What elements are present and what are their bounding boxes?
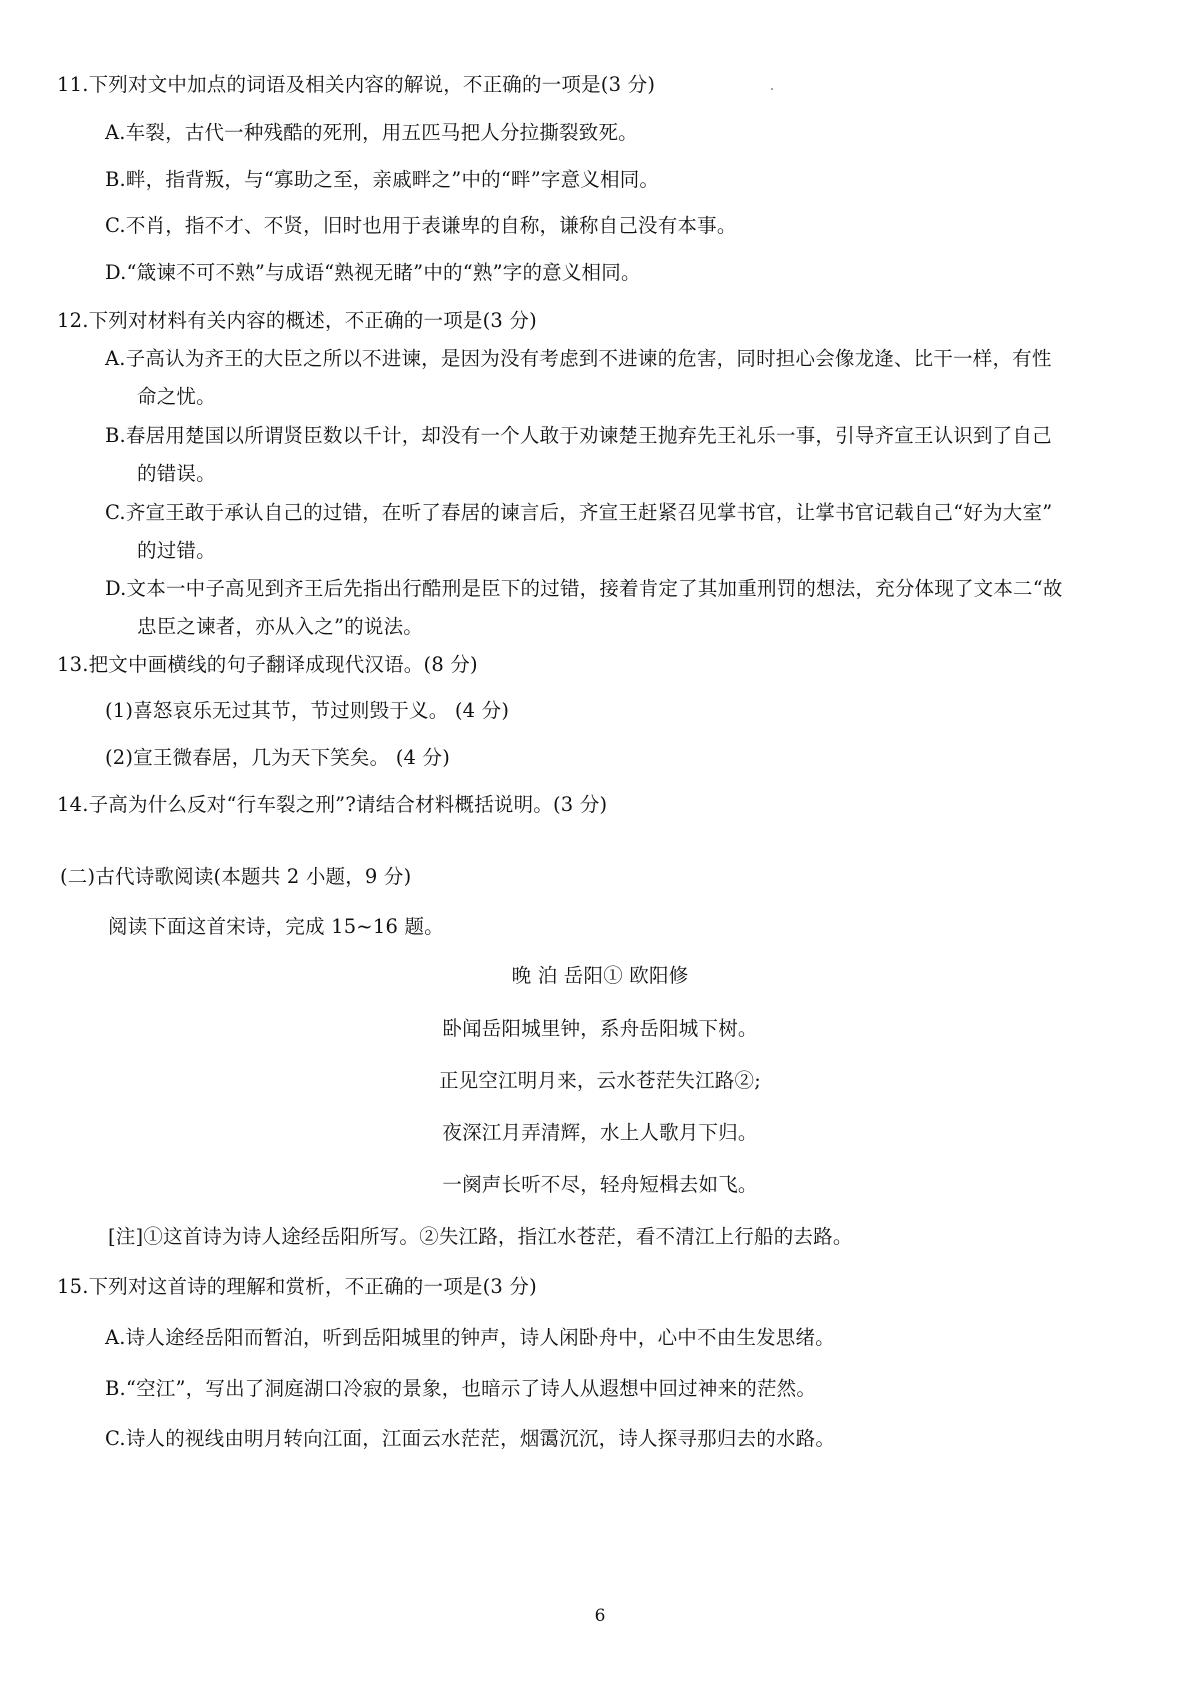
question-12-option-c: C.齐宣王敢于承认自己的过错，在听了春居的谏言后，齐宣王赶紧召见掌书官，让掌书官记载自己“好为大室” [105,501,1053,524]
section-2-intro: 阅读下面这首宋诗，完成 15~16 题。 [108,915,444,938]
question-15-option-a: A.诗人途经岳阳而暂泊，听到岳阳城里的钟声，诗人闲卧舟中，心中不由生发思绪。 [105,1326,835,1349]
question-12-option-a-cont: 命之忧。 [137,385,216,408]
question-13-stem: 13.把文中画横线的句子翻译成现代汉语。(8 分) [57,653,478,676]
poem-title: 晚 泊 岳阳① 欧阳修 [511,964,689,987]
poem-line-4: 一阕声长听不尽，轻舟短楫去如飞。 [442,1173,758,1196]
poem-note: [注]①这首诗为诗人途经岳阳所写。②失江路，指江水苍茫，看不清江上行船的去路。 [108,1225,853,1248]
poem-line-3: 夜深江月弄清辉，水上人歌月下归。 [442,1121,758,1144]
poem-line-2: 正见空江明月来，云水苍茫失江路②; [439,1069,761,1092]
question-11-option-b: B.畔，指背叛，与“寡助之至，亲戚畔之”中的“畔”字意义相同。 [105,168,660,191]
question-12-option-d: D.文本一中子高见到齐王后先指出行酷刑是臣下的过错，接着肯定了其加重刑罚的想法，充分体现了文本二“故 [105,577,1063,600]
question-15-option-b: B.“空江”，写出了洞庭湖口冷寂的景象，也暗示了诗人从遐想中回过神来的茫然。 [105,1377,817,1400]
question-11-stem: 11.下列对文中加点的词语及相关内容的解说，不正确的一项是(3 分) [57,73,656,96]
question-11-option-d: D.“箴谏不可不熟”与成语“熟视无睹”中的“熟”字的意义相同。 [105,261,641,284]
question-15-option-c: C.诗人的视线由明月转向江面，江面云水茫茫，烟霭沉沉，诗人探寻那归去的水路。 [105,1427,836,1450]
poem-line-1: 卧闻岳阳城里钟，系舟岳阳城下树。 [442,1017,758,1040]
question-11-option-a: A.车裂，古代一种残酷的死刑，用五匹马把人分拉撕裂致死。 [105,121,638,144]
question-12-option-b: B.春居用楚国以所谓贤臣数以千计，却没有一个人敢于劝谏楚王抛弃先王礼乐一事，引导齐宣王认识到了自己 [105,424,1052,447]
page-number: 6 [594,1606,606,1626]
question-12-option-a: A.子高认为齐王的大臣之所以不进谏，是因为没有考虑到不进谏的危害，同时担心会像龙逄、比干一样，有性 [105,347,1052,370]
question-15-stem: 15.下列对这首诗的理解和赏析，不正确的一项是(3 分) [57,1275,537,1298]
question-13-item-2: (2)宣王微春居，几为天下笑矣。 (4 分) [105,746,451,769]
question-12-stem: 12.下列对材料有关内容的概述，不正确的一项是(3 分) [57,309,537,332]
question-12-option-c-cont: 的过错。 [137,539,216,562]
question-12-option-b-cont: 的错误。 [137,462,216,485]
section-2-title: (二)古代诗歌阅读(本题共 2 小题，9 分) [60,865,412,888]
stray-dot [771,88,773,90]
question-13-item-1: (1)喜怒哀乐无过其节，节过则毁于义。 (4 分) [105,699,510,722]
question-12-option-d-cont: 忠臣之谏者，亦从入之”的说法。 [137,615,423,638]
question-14-stem: 14.子高为什么反对“行车裂之刑”?请结合材料概括说明。(3 分) [57,793,608,816]
question-11-option-c: C.不肖，指不才、不贤，旧时也用于表谦卑的自称，谦称自己没有本事。 [105,214,737,237]
